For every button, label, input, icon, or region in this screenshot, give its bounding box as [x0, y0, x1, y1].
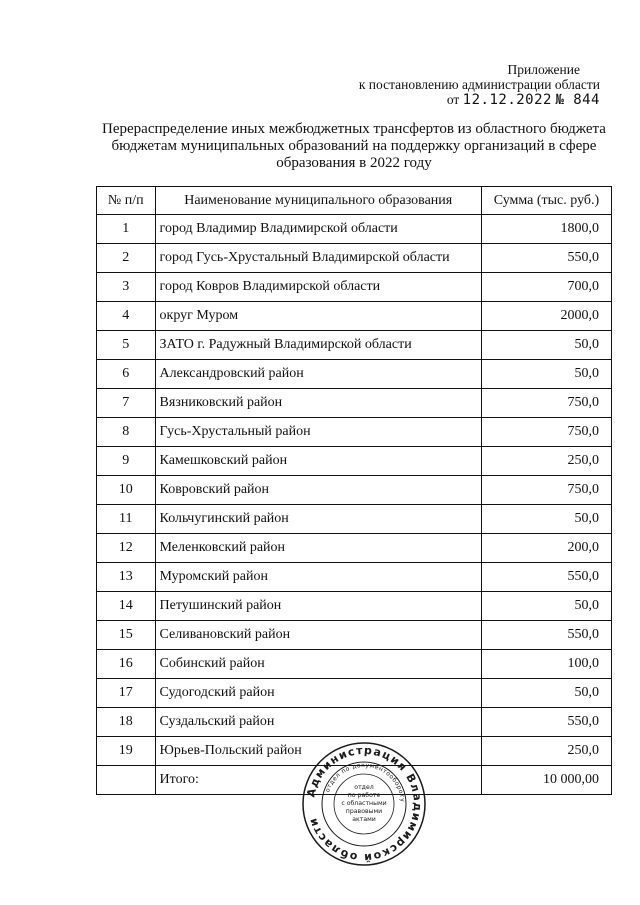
- table-row: [97, 447, 612, 476]
- row-sum: 100,0: [481, 650, 611, 679]
- table-row: [97, 273, 612, 302]
- table-row: [97, 215, 612, 244]
- row-number: 3: [97, 273, 156, 302]
- row-sum: 50,0: [481, 592, 611, 621]
- table-row: [97, 534, 612, 563]
- appendix-date: 12.12.2022: [462, 92, 552, 108]
- table-row: [97, 650, 612, 679]
- row-sum: 200,0: [481, 534, 611, 563]
- row-sum: 50,0: [481, 679, 611, 708]
- row-municipality: ЗАТО г. Радужный Владимирской области: [155, 331, 481, 360]
- table-row: [97, 592, 612, 621]
- row-municipality: Вязниковский район: [155, 389, 481, 418]
- row-number: 14: [97, 592, 156, 621]
- row-number: 7: [97, 389, 156, 418]
- table-row: [97, 476, 612, 505]
- row-municipality: Селивановский район: [155, 621, 481, 650]
- row-sum: 550,0: [481, 708, 611, 737]
- total-sum: 10 000,00: [481, 766, 611, 795]
- table-body: [97, 215, 612, 766]
- table-row: [97, 563, 612, 592]
- header-municipality: Наименование муниципального образования: [155, 187, 481, 215]
- appendix-resolution-ref: к постановлению администрации области: [358, 77, 600, 92]
- appendix-header: [340, 62, 600, 108]
- table-row: [97, 418, 612, 447]
- title-line-1: Перераспределение иных межбюджетных трансфертов из областного бюджета: [102, 121, 606, 137]
- row-municipality: Судогодский район: [155, 679, 481, 708]
- table-row: [97, 302, 612, 331]
- table-row: [97, 360, 612, 389]
- table-header-row: [97, 187, 612, 215]
- row-sum: 2000,0: [481, 302, 611, 331]
- table-row: [97, 244, 612, 273]
- row-sum: 50,0: [481, 505, 611, 534]
- seal-ring-text: Администрация Владимирской области: [304, 743, 425, 865]
- row-number: 6: [97, 360, 156, 389]
- row-sum: 50,0: [481, 360, 611, 389]
- header-number: № п/п: [97, 187, 156, 215]
- row-number: 4: [97, 302, 156, 331]
- row-municipality: Суздальский район: [155, 708, 481, 737]
- row-sum: 250,0: [481, 737, 611, 766]
- row-municipality: Муромский район: [155, 563, 481, 592]
- official-seal-stamp: [300, 740, 428, 868]
- row-number: 13: [97, 563, 156, 592]
- title-line-3: образования в 2022 году: [276, 155, 432, 171]
- row-sum: 550,0: [481, 563, 611, 592]
- row-number: 18: [97, 708, 156, 737]
- row-municipality: Меленковский район: [155, 534, 481, 563]
- seal-inner-ring-text: отдел по документообороту: [324, 761, 406, 803]
- seal-center-line: правовыми: [345, 808, 383, 815]
- seal-center-line: отдел: [354, 784, 374, 791]
- document-title: [90, 121, 618, 172]
- seal-center-line: актами: [352, 816, 376, 823]
- row-number: 11: [97, 505, 156, 534]
- appendix-date-prefix: от: [446, 92, 463, 107]
- row-municipality: город Ковров Владимирской области: [155, 273, 481, 302]
- appendix-title: Приложение: [507, 62, 580, 77]
- row-number: 8: [97, 418, 156, 447]
- table-row: [97, 621, 612, 650]
- row-municipality: Гусь-Хрустальный район: [155, 418, 481, 447]
- seal-center-line: с областными: [341, 800, 387, 807]
- row-municipality: Собинский район: [155, 650, 481, 679]
- row-sum: 700,0: [481, 273, 611, 302]
- row-sum: 750,0: [481, 476, 611, 505]
- row-sum: 550,0: [481, 244, 611, 273]
- row-number: 10: [97, 476, 156, 505]
- total-number-cell: [97, 766, 156, 795]
- table-row: [97, 505, 612, 534]
- row-number: 16: [97, 650, 156, 679]
- row-number: 12: [97, 534, 156, 563]
- row-number: 2: [97, 244, 156, 273]
- row-number: 17: [97, 679, 156, 708]
- row-municipality: Камешковский район: [155, 447, 481, 476]
- row-number: 9: [97, 447, 156, 476]
- total-label: Итого:: [155, 766, 481, 795]
- seal-center-line: по работе: [347, 792, 381, 799]
- row-number: 1: [97, 215, 156, 244]
- row-number: 5: [97, 331, 156, 360]
- row-municipality: Кольчугинский район: [155, 505, 481, 534]
- row-sum: 750,0: [481, 389, 611, 418]
- appendix-number: № 844: [555, 92, 600, 108]
- appendix-date-line: [340, 92, 600, 108]
- header-sum: Сумма (тыс. руб.): [481, 187, 611, 215]
- row-number: 19: [97, 737, 156, 766]
- row-sum: 50,0: [481, 331, 611, 360]
- row-municipality: округ Муром: [155, 302, 481, 331]
- table-row: [97, 708, 612, 737]
- row-municipality: Юрьев-Польский район: [155, 737, 481, 766]
- row-sum: 250,0: [481, 447, 611, 476]
- row-number: 15: [97, 621, 156, 650]
- table-row: [97, 331, 612, 360]
- table-row: [97, 679, 612, 708]
- row-municipality: Ковровский район: [155, 476, 481, 505]
- allocation-table: [96, 186, 612, 795]
- title-line-2: бюджетам муниципальных образований на поддержку организаций в сфере: [111, 138, 597, 154]
- table-row: [97, 389, 612, 418]
- row-municipality: Александровский район: [155, 360, 481, 389]
- row-municipality: Петушинский район: [155, 592, 481, 621]
- row-municipality: город Владимир Владимирской области: [155, 215, 481, 244]
- row-sum: 550,0: [481, 621, 611, 650]
- row-sum: 1800,0: [481, 215, 611, 244]
- row-sum: 750,0: [481, 418, 611, 447]
- row-municipality: город Гусь-Хрустальный Владимирской области: [155, 244, 481, 273]
